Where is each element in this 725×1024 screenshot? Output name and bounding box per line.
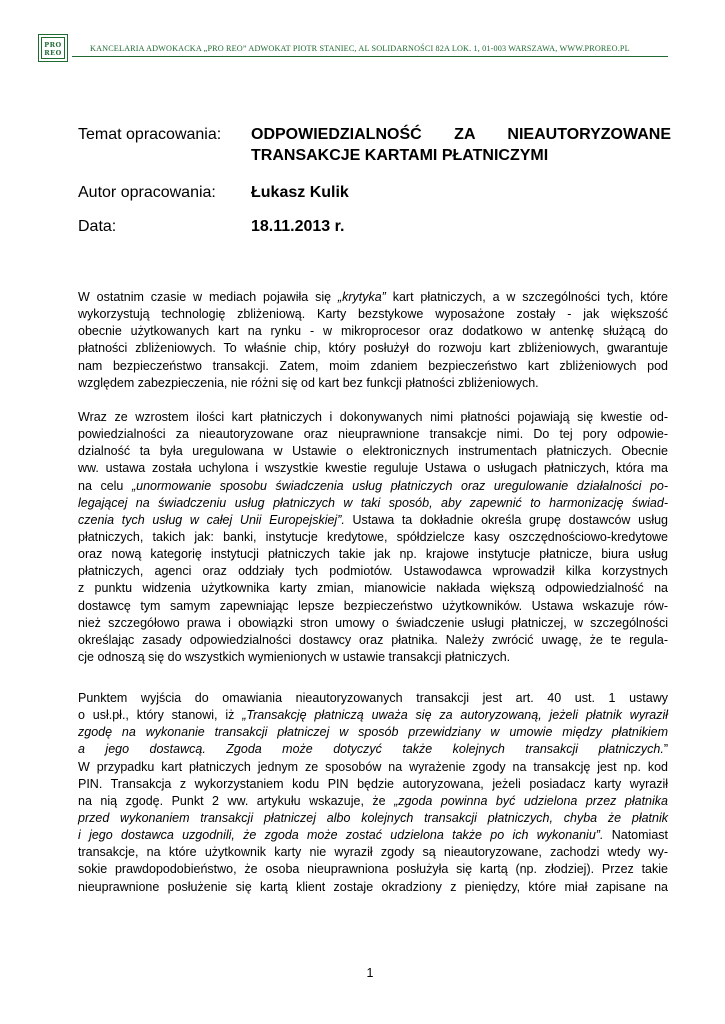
letterhead-text: KANCELARIA ADWOKACKA „PRO REO” ADWOKAT PIOTR STANIEC, AL SOLIDARNOŚCI 82A LOK. 1, 01-003 WARSZAWA, WWW.PROREO.PL bbox=[90, 44, 630, 53]
text-line bbox=[78, 632, 668, 649]
italic-quote-segment: legającej na świadczeniu usług płatniczych w taki sposób, aby zapewnić to harmonizację świad- bbox=[78, 495, 668, 510]
author-label: Autor opracowania: bbox=[78, 184, 216, 201]
logo-text-bottom: REO bbox=[44, 49, 62, 57]
italic-quote-segment: „unormowanie sposobu świadczenia usług płatniczych oraz uregulowanie działalności po- bbox=[131, 478, 669, 493]
text-segment: Wraz ze wzrostem ilości kart płatniczych i dokonywanych nimi płatności pojawiają się kwestie od- bbox=[78, 410, 668, 424]
topic-line-1: ODPOWIEDZIALNOŚĆ ZA NIEAUTORYZOWANE bbox=[251, 126, 671, 143]
firm-logo bbox=[38, 34, 68, 62]
letterhead-rule bbox=[72, 56, 668, 57]
text-segment: powiedzialności za nieautoryzowane oraz nieuprawnione transakcje nimi. Do tej pory odpowie- bbox=[78, 427, 668, 442]
text-line bbox=[78, 358, 668, 375]
text-line bbox=[78, 741, 668, 758]
text-line bbox=[78, 690, 668, 707]
text-line bbox=[78, 580, 668, 597]
logo-inner-box bbox=[41, 37, 65, 59]
text-line bbox=[78, 724, 668, 741]
paragraph-3 bbox=[78, 690, 668, 896]
text-line bbox=[78, 426, 668, 443]
italic-quote-segment: i jego dostawca uzgodnili, że zgoda może zostać udzielona także po ich wykonaniu”. bbox=[78, 828, 604, 843]
text-segment: obecnie użytkowanych kart na rynku - w mikroprocesor oraz dodatkowo w antenkę służącą do bbox=[78, 324, 668, 339]
text-line bbox=[78, 615, 668, 632]
author-row bbox=[78, 182, 668, 204]
text-line bbox=[78, 409, 668, 426]
text-line bbox=[78, 563, 668, 580]
italic-quote-segment: „krytyka” bbox=[337, 290, 386, 304]
italic-quote-segment: zgodę na wykonanie transakcji płatniczej w sposób przewidziany w umowie między płatnikiem bbox=[78, 725, 668, 740]
italic-quote-segment: przed wykonaniem transakcji płatniczej albo kolejnych transakcji płatniczych, chyba że płatnik bbox=[78, 810, 668, 825]
text-line bbox=[78, 810, 668, 827]
text-line bbox=[78, 529, 668, 546]
text-line bbox=[78, 460, 668, 477]
text-segment: o usł.pł., który stanowi, iż bbox=[78, 708, 243, 723]
text-segment: określając zasady odpowiedzialności dostawcy oraz płatnika. Należy zwrócić uwagę, że te regula- bbox=[78, 632, 668, 647]
text-segment: płatniczych, takich jak: banki, instytucje kredytowe, spółdzielcze kasy oszczędnościowo-kredytowe bbox=[78, 529, 668, 544]
topic-value bbox=[251, 124, 671, 166]
text-segment: z punktu widzenia użytkownika karty zmian, mianowicie nakłada większą odpowiedzialność na bbox=[78, 581, 668, 596]
text-line bbox=[78, 289, 668, 306]
text-segment: na celu bbox=[78, 478, 132, 493]
text-segment: PIN. Transakcja z wykorzystaniem kodu PIN będzie autoryzowana, jeżeli posiadacz karty wyraził bbox=[78, 776, 668, 791]
text-segment: dostawcę tym samym zapewniając lepsze bezpieczeństwo użytkowników. Ustawa wskazuje rów- bbox=[78, 598, 668, 613]
text-segment: W przypadku kart płatniczych jednym ze sposobów na wyrażenie zgody na transakcję jest np. kod bbox=[78, 759, 668, 774]
text-segment: nież szczegółowo prawa i obowiązki stron umowy o świadczenie usługi płatniczej, w szczególności bbox=[78, 615, 668, 630]
text-segment: ” bbox=[663, 742, 668, 757]
italic-quote-segment: a jego dostawcą. Zgoda może dotyczyć także kolejnych transakcji płatniczych. bbox=[78, 742, 664, 757]
italic-quote-segment: „Transakcję płatniczą uważa się za autoryzowaną, jeżeli płatnik wyraził bbox=[242, 708, 668, 723]
text-line bbox=[78, 879, 668, 896]
topic-label: Temat opracowania: bbox=[78, 126, 222, 143]
topic-line-2: TRANSAKCJE KARTAMI PŁATNICZYMI bbox=[251, 147, 549, 164]
text-segment: dzialność ta była uregulowana w Ustawie o elektronicznych instrumentach płatniczych. Obecnie bbox=[78, 444, 668, 459]
text-segment: W ostatnim czasie w mediach pojawiła się bbox=[78, 290, 338, 304]
logo-text-top: PRO bbox=[44, 41, 62, 49]
page-number: 1 bbox=[366, 966, 374, 980]
text-line bbox=[78, 598, 668, 615]
date-value: 18.11.2013 r. bbox=[251, 218, 345, 235]
text-line bbox=[78, 861, 668, 878]
text-segment: płatniczych, agenci oraz oddziały tych podmiotów. Ustawodawca wprowadził kilka korzystnych bbox=[78, 564, 668, 579]
text-segment: oraz nową kategorię instytucji płatniczych takie jak np. krajowe instytucje płatnicze, biura usług bbox=[78, 547, 668, 562]
text-segment: sokie prawdopodobieństwo, że osoba nieuprawniona posłużyła się kartą (np. złodziej). Przez takie bbox=[78, 862, 668, 877]
text-line bbox=[78, 844, 668, 861]
text-segment: ww. ustawa została uchylona i wszystkie kwestie reguluje Ustawa o usługach płatniczych, która ma bbox=[78, 461, 668, 476]
paragraph-1 bbox=[78, 289, 668, 392]
text-line bbox=[78, 306, 668, 323]
text-line bbox=[78, 512, 668, 529]
text-line bbox=[78, 649, 668, 666]
text-segment: Natomiast bbox=[603, 828, 668, 843]
text-segment: nieuprawnione posłużenie się kartą klient zostaje okradziony z pieniędzy, które miał zapisane na bbox=[78, 879, 668, 894]
text-line bbox=[78, 340, 668, 357]
italic-quote-segment: czenia tych usług w całej Unii Europejskiej”. bbox=[78, 512, 345, 527]
text-line bbox=[78, 495, 668, 512]
text-segment: płatności zbliżeniowych. To właśnie chip, który posłużył do rozwoju kart zbliżeniowych, gwarantuje bbox=[78, 341, 668, 356]
paragraph-2 bbox=[78, 409, 668, 666]
text-segment: wykorzystują technologię zbliżeniową. Karty bezstykowe wyposażone zostały - jak większość bbox=[78, 307, 668, 322]
text-segment: względem zabezpieczenia, nie różni się od kart bez funkcji płatności zbliżeniowych. bbox=[78, 375, 539, 390]
text-line bbox=[78, 443, 668, 460]
topic-row bbox=[78, 124, 671, 168]
text-segment: nam bezpieczeństwo transakcji. Zatem, moim zdaniem bezpieczeństwo kart zbliżeniowych pod bbox=[78, 358, 668, 373]
text-segment: cje odnoszą się do wszystkich wymienionych w ustawie transakcji płatniczych. bbox=[78, 649, 511, 664]
text-line bbox=[78, 478, 668, 495]
text-segment: Punktem wyjścia do omawiania nieautoryzowanych transakcji jest art. 40 ust. 1 ustawy bbox=[78, 691, 668, 705]
text-line bbox=[78, 776, 668, 793]
date-label: Data: bbox=[78, 218, 117, 235]
text-line bbox=[78, 546, 668, 563]
date-row bbox=[78, 216, 668, 238]
text-segment: na nią zgodę. Punkt 2 ww. artykułu wskazuje, że bbox=[78, 793, 395, 808]
text-line bbox=[78, 827, 668, 844]
text-segment: Ustawa ta dokładnie określa grupę dostawców usług bbox=[344, 512, 668, 527]
text-line bbox=[78, 707, 668, 724]
text-segment: kart płatniczych, a w szczególności tych, które bbox=[385, 290, 668, 304]
text-line bbox=[78, 759, 668, 776]
text-line bbox=[78, 323, 668, 340]
text-line bbox=[78, 375, 668, 392]
text-segment: transakcje, na które użytkownik karty nie wyraził zgody są nieautoryzowane, zachodzi wtedy wy- bbox=[78, 845, 668, 860]
author-value: Łukasz Kulik bbox=[251, 184, 349, 201]
letterhead bbox=[38, 34, 668, 64]
text-line bbox=[78, 793, 668, 810]
italic-quote-segment: „zgoda powinna być udzielona przez płatnika bbox=[394, 793, 668, 808]
